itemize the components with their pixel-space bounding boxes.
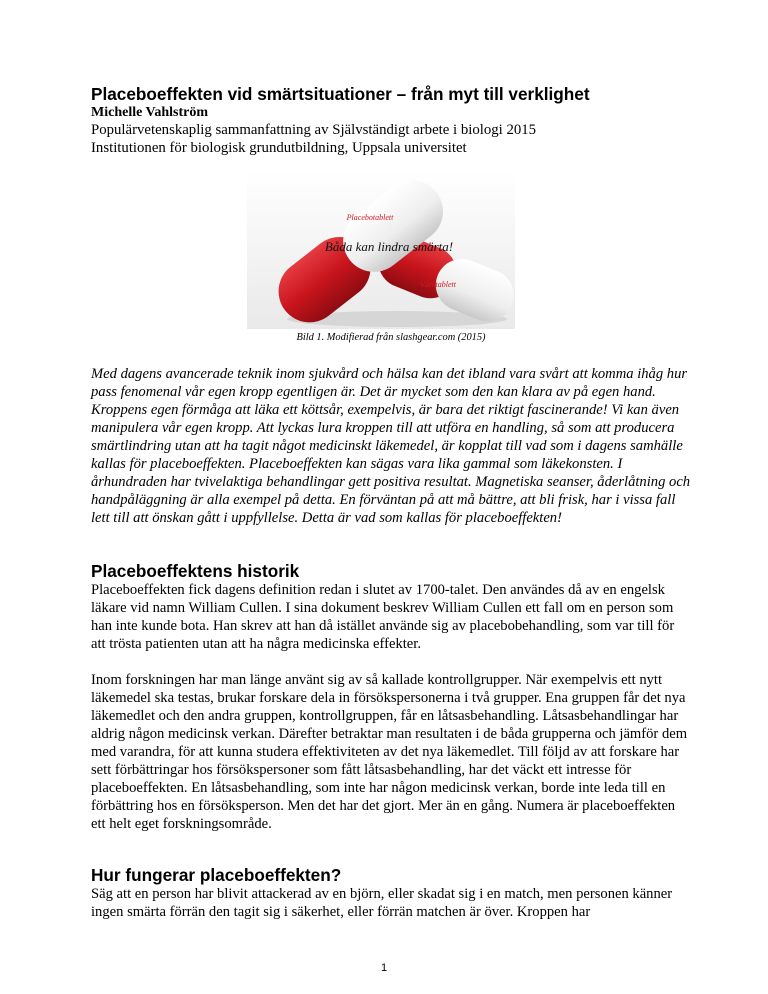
section-heading-how: Hur fungerar placeboeffekten?	[91, 865, 342, 885]
history-paragraph-1: Placeboeffekten fick dagens definition redan i slutet av 1700-talet. Den användes då av en engelsk läkare vid namn William Cullen. I sina dokument beskrev William Cullen ett fall om en person som han inte kunde bota. Han skrev att han då istället använde sig av placebobehandling, som var till för att trösta patienten utan att ha några medicinska effekter.	[91, 582, 675, 652]
intro-paragraph: Med dagens avancerade teknik inom sjukvård och hälsa kan det ibland vara svårt att komma ihåg hur pass fenomenal vår egen kropp egentligen är. Det är mycket som den kan klara av på egen hand. Kroppens egen förmåga att läka ett köttsår, exempelvis, är bara det riktigt fascinerande! Vi kan även manipulera vår egen kropp. Att lyckas lura kroppen till att utföra en handling, så som att producera smärtlindring utan att ha tagit något medicinskt läkemedel, är kopplat till vad som i dagens samhälle kallas för placeboeffekten. Placeboeffekten kan sägas vara lika gammal som läkekonsten. I århundraden har tvivelaktiga behandlingar gett positiva resultat. Magnetiska seanser, åderlåtning och handpåläggning är alla exempel på detta. En förväntan på att må bättre, att bli frisk, har i vissa fall lett till att önskan gått i uppfyllelse. Detta är vad som kallas för placeboeffekten!	[91, 366, 691, 526]
how-paragraph-1: Säg att en person har blivit attackerad av en björn, eller skadat sig i en match, men personen känner ingen smärta förrän den tagit sig i säkerhet, eller förrän matchen är över. Kroppen har	[91, 886, 673, 920]
history-paragraph-2: Inom forskningen har man länge använt sig av så kallade kontrollgrupper. När exempelvis ett nytt läkemedel ska testas, brukar forskare dela in försökspersonerna i två grupper. Ena gruppen får det nya läkemedlet och den andra gruppen, kontrollgruppen, får en låtsasbehandling. Låtsasbehandlingar har aldrig någon medicinsk verkan. Därefter betraktar man resultaten i de båda grupperna och jämför dem med varandra, för att kunna studera effektiviteten av det nya läkemedlet. Till följd av att forskare har sett förbättringar hos försökspersoner som fått låtsasbehandling, har det väckt ett intresse för placeboeffekten. En låtsasbehandling, som inte har någon medicinsk verkan, borde inte leda till en förbättring hos en försöksperson. Men det har det gjort. Mer än en gång. Numera är placeboeffekten ett helt eget forskningsområde.	[91, 672, 688, 832]
author-name: Michelle Vahlström	[91, 105, 209, 120]
subtitle-line-1: Populärvetenskaplig sammanfattning av Självständigt arbete i biologi 2015	[91, 122, 537, 138]
section-heading-history: Placeboeffektens historik	[91, 561, 300, 581]
document-title: Placeboeffekten vid smärtsituationer – från myt till verklighet	[91, 84, 590, 104]
figure-pills	[91, 171, 691, 345]
subtitle-line-2: Institutionen för biologisk grundutbildning, Uppsala universitet	[91, 140, 467, 156]
page-number: 1	[380, 962, 388, 974]
label-placebo: Placebotablett	[346, 213, 394, 222]
page-content	[91, 84, 691, 921]
label-painkiller: Värktablett	[420, 280, 456, 289]
figure-caption: Bild 1. Modifierad från slashgear.com (2015)	[296, 332, 486, 343]
overlay-text: Båda kan lindra smärta!	[324, 239, 454, 254]
pills-image	[247, 171, 515, 329]
